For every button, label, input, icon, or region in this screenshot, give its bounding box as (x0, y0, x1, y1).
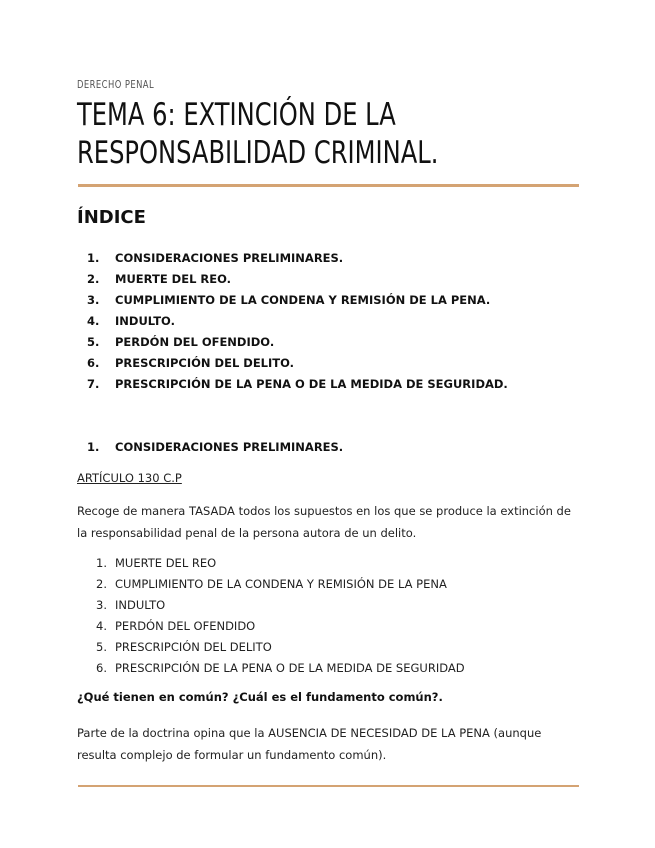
case-item (77, 553, 465, 574)
case-item (77, 595, 465, 616)
section-heading (77, 437, 343, 458)
index-item-number: 3. (87, 293, 100, 307)
index-item-number: 2. (87, 272, 100, 286)
index-item-number: 4. (87, 314, 100, 328)
index-item-number: 6. (87, 356, 100, 370)
case-item-label: PERDÓN DEL OFENDIDO (115, 619, 256, 633)
index-item (77, 290, 508, 311)
article-reference: ARTÍCULO 130 C.P (77, 471, 182, 485)
case-item (77, 616, 465, 637)
page-title: TEMA 6: EXTINCIÓN DE LA RESPONSABILIDAD CRIMINAL. (77, 97, 439, 171)
index-item-label: PERDÓN DEL OFENDIDO. (115, 335, 275, 349)
case-item-number: 5. (96, 640, 107, 654)
index-item (77, 248, 508, 269)
case-item-number: 3. (96, 598, 107, 612)
section-number: 1. (87, 440, 100, 454)
case-item-label: MUERTE DEL REO (115, 556, 217, 570)
index-item (77, 269, 508, 290)
intro-paragraph: Recoge de manera TASADA todos los supuestos en los que se produce la extinción de la responsabilidad penal de la persona autora de un delito. (77, 504, 571, 540)
case-item-label: PRESCRIPCIÓN DE LA PENA O DE LA MEDIDA DE SEGURIDAD (115, 661, 465, 675)
case-item (77, 574, 465, 595)
index-item-number: 7. (87, 377, 100, 391)
index-item (77, 332, 508, 353)
case-item-number: 4. (96, 619, 107, 633)
extinction-cases-list (77, 553, 465, 679)
case-item-label: INDULTO (115, 598, 166, 612)
subject-label: DERECHO PENAL (77, 78, 155, 91)
case-item-number: 6. (96, 661, 107, 675)
index-item-label: INDULTO. (115, 314, 175, 328)
index-item-label: CUMPLIMIENTO DE LA CONDENA Y REMISIÓN DE LA PENA. (115, 293, 491, 307)
case-item-number: 1. (96, 556, 107, 570)
question-text: ¿Qué tienen en común? ¿Cuál es el fundamento común?. (77, 690, 443, 704)
section-title: CONSIDERACIONES PRELIMINARES. (115, 440, 344, 454)
case-item-label: CUMPLIMIENTO DE LA CONDENA Y REMISIÓN DE LA PENA (115, 577, 447, 591)
footer-divider (78, 785, 579, 787)
index-item-label: CONSIDERACIONES PRELIMINARES. (115, 251, 344, 265)
index-item-label: MUERTE DEL REO. (115, 272, 232, 286)
case-item (77, 637, 465, 658)
index-heading: ÍNDICE (77, 207, 146, 228)
index-item (77, 353, 508, 374)
index-item-number: 5. (87, 335, 100, 349)
index-item-number: 1. (87, 251, 100, 265)
case-item-number: 2. (96, 577, 107, 591)
title-divider (78, 184, 579, 187)
answer-paragraph: Parte de la doctrina opina que la AUSENCIA DE NECESIDAD DE LA PENA (aunque resulta complejo de formular un fundamento común). (77, 726, 542, 762)
index-item-label: PRESCRIPCIÓN DEL DELITO. (115, 356, 295, 370)
index-item-label: PRESCRIPCIÓN DE LA PENA O DE LA MEDIDA DE SEGURIDAD. (115, 377, 508, 391)
case-item (77, 658, 465, 679)
index-item (77, 311, 508, 332)
index-item (77, 374, 508, 395)
case-item-label: PRESCRIPCIÓN DEL DELITO (115, 640, 272, 654)
index-list (77, 248, 508, 395)
